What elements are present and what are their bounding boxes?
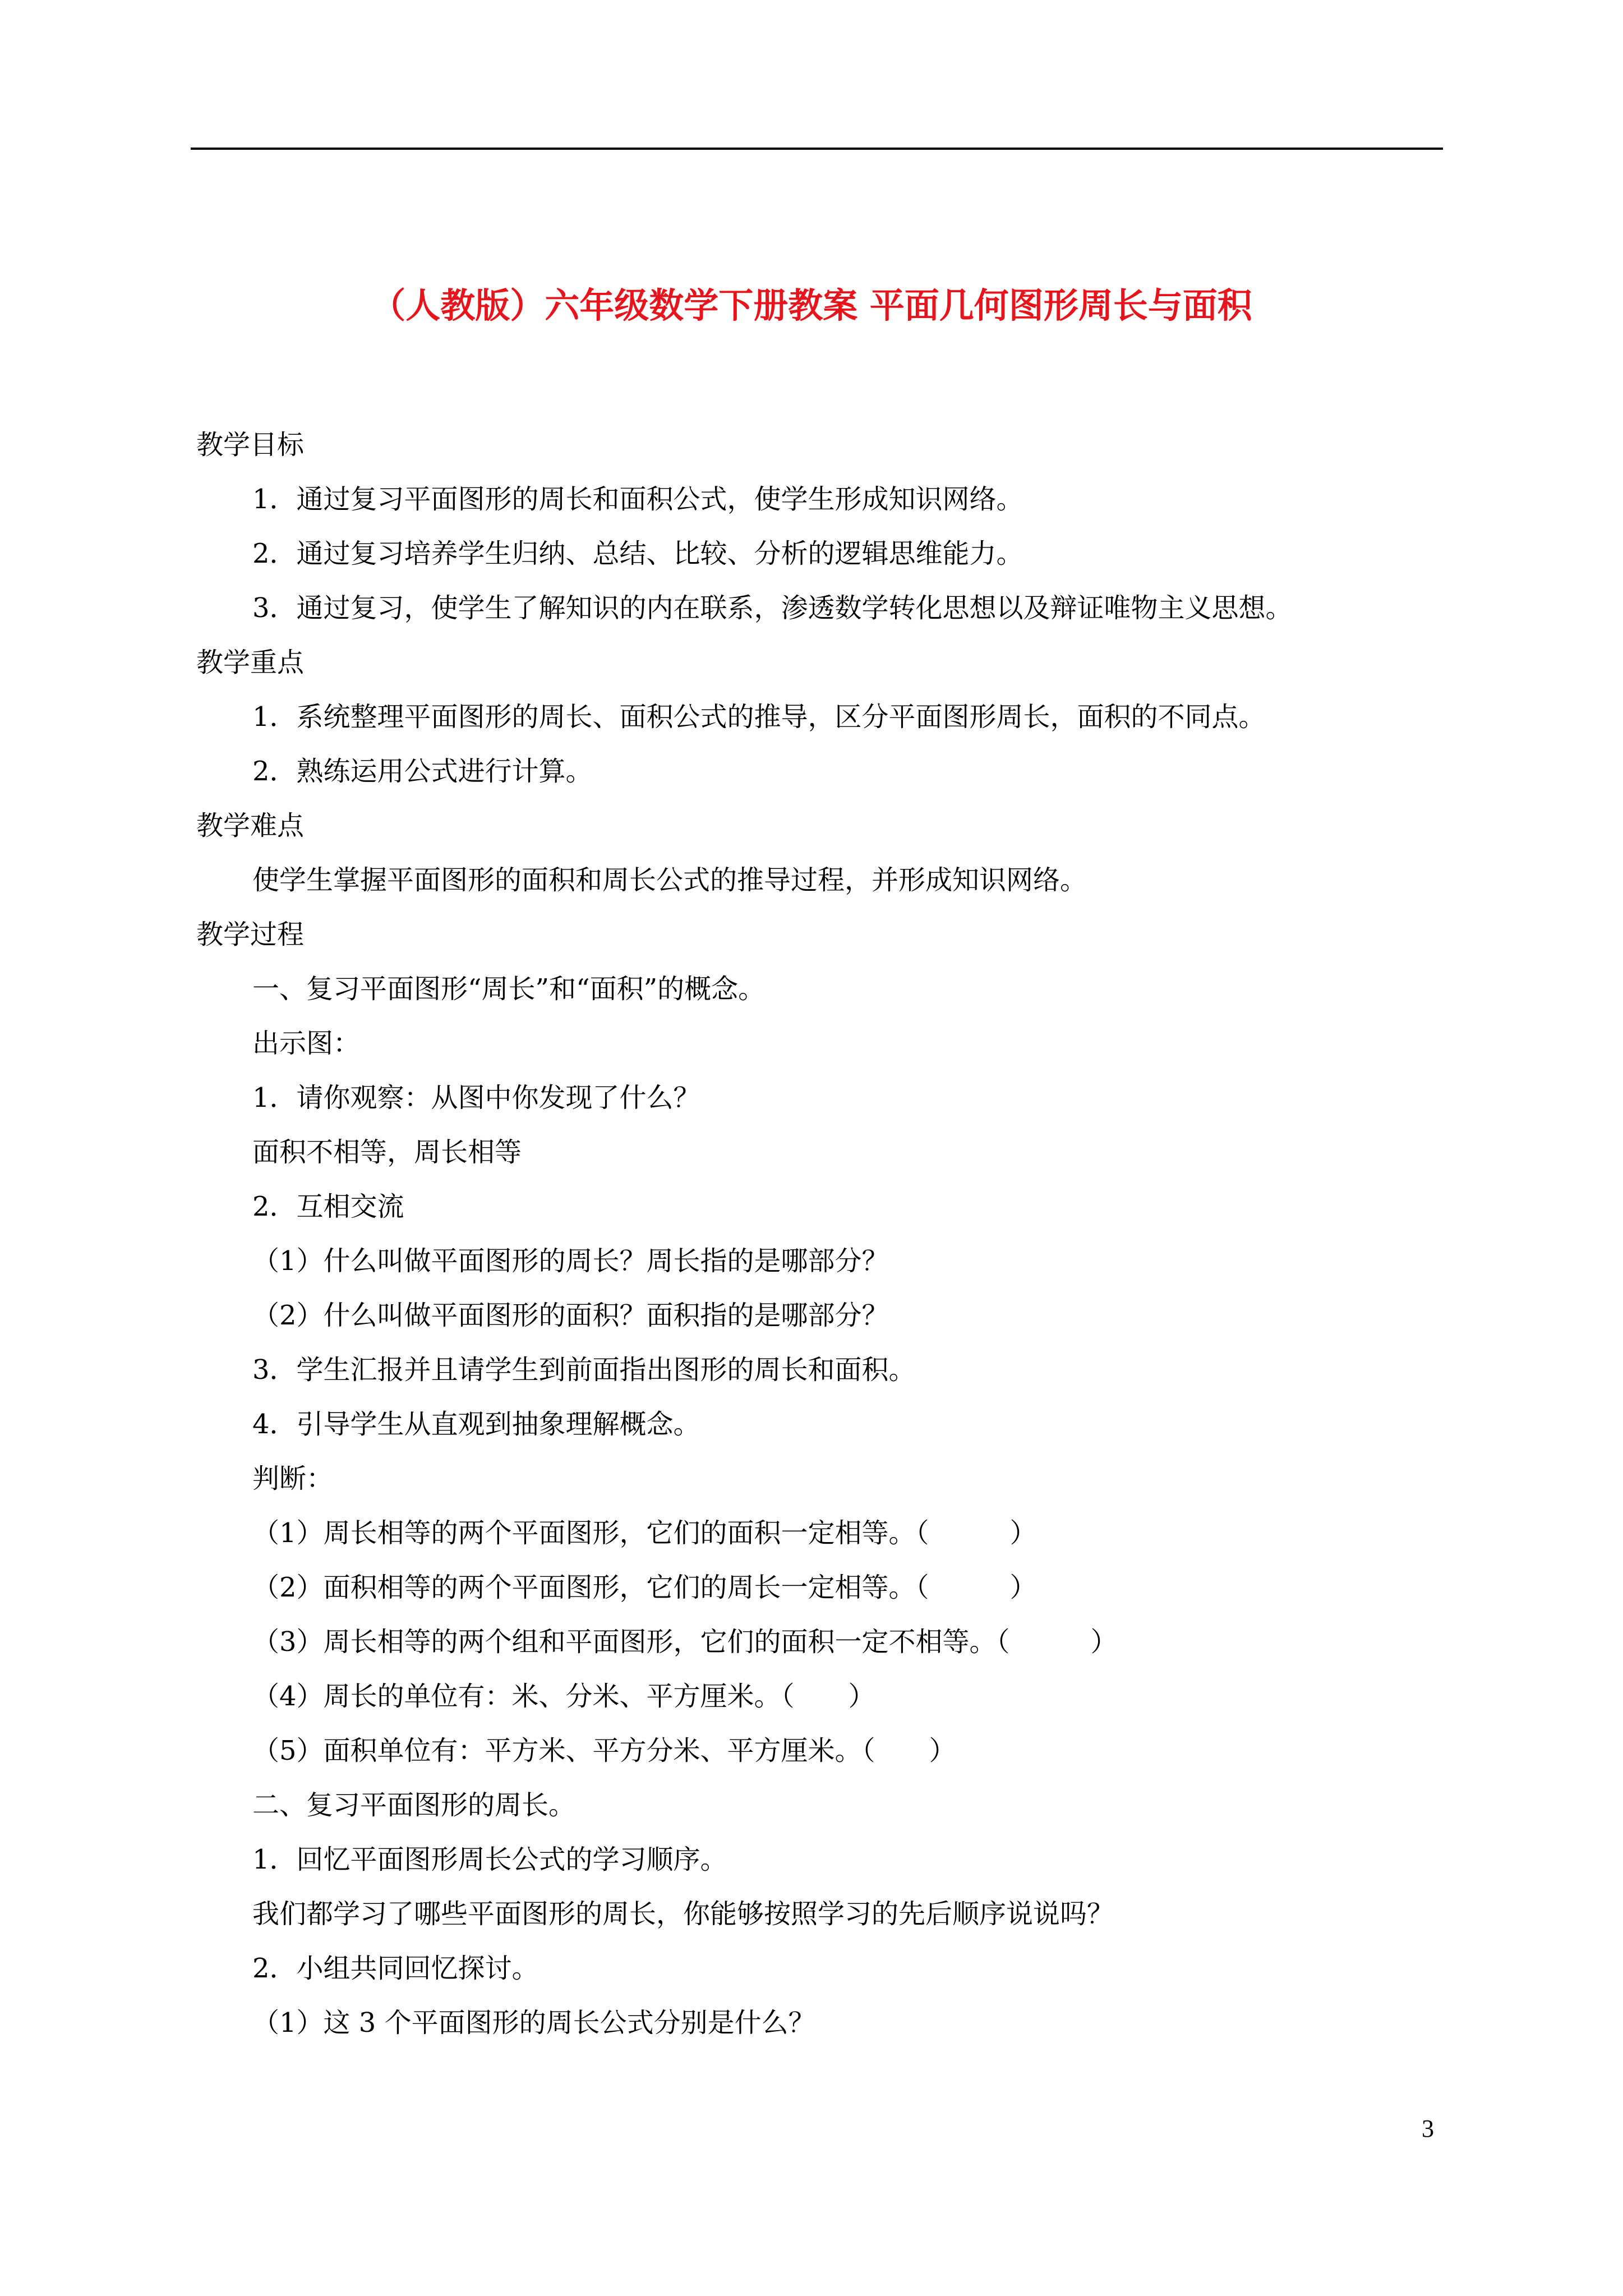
body-line: （4）周长的单位有：米、分米、平方厘米。（ ） [252, 1681, 875, 1712]
section-heading: 教学目标 [196, 429, 305, 461]
body-line: 2．互相交流 [252, 1191, 404, 1222]
body-line: 3．通过复习，使学生了解知识的内在联系，渗透数学转化思想以及辩证唯物主义思想。 [252, 592, 1293, 624]
section-heading: 教学重点 [196, 647, 305, 678]
body-line: 我们都学习了哪些平面图形的周长，你能够按照学习的先后顺序说说吗？ [252, 1898, 1114, 1930]
body-line: （1）什么叫做平面图形的周长？周长指的是哪部分？ [252, 1245, 889, 1277]
body-line: 2．小组共同回忆探讨。 [252, 1953, 539, 1984]
body-line: （2）什么叫做平面图形的面积？面积指的是哪部分？ [252, 1300, 889, 1331]
body-line: 3．学生汇报并且请学生到前面指出图形的周长和面积。 [252, 1354, 916, 1386]
body-line: 2．熟练运用公式进行计算。 [252, 756, 593, 787]
section-heading: 教学难点 [196, 810, 305, 841]
document-body [196, 418, 1447, 2050]
body-line: 1．系统整理平面图形的周长、面积公式的推导，区分平面图形周长，面积的不同点。 [252, 701, 1266, 733]
body-line: 面积不相等，周长相等 [252, 1137, 522, 1168]
body-line: 1．请你观察：从图中你发现了什么？ [252, 1082, 700, 1114]
body-line: 判断： [252, 1463, 334, 1494]
body-line: （3）周长相等的两个组和平面图形，它们的面积一定不相等。（ ） [252, 1626, 1118, 1658]
body-line: 使学生掌握平面图形的面积和周长公式的推导过程，并形成知识网络。 [252, 864, 1087, 896]
body-line: （5）面积单位有：平方米、平方分米、平方厘米。（ ） [252, 1735, 956, 1766]
body-line: 4．引导学生从直观到抽象理解概念。 [252, 1409, 700, 1440]
section-heading: 教学过程 [196, 919, 305, 950]
body-line: （2）面积相等的两个平面图形，它们的周长一定相等。（ ） [252, 1572, 1037, 1603]
body-line: 一、复习平面图形“周长”和“面积”的概念。 [252, 973, 766, 1005]
body-line: 出示图： [252, 1028, 361, 1059]
body-line: 1．回忆平面图形周长公式的学习顺序。 [252, 1844, 727, 1875]
body-line: （1）周长相等的两个平面图形，它们的面积一定相等。（ ） [252, 1517, 1037, 1549]
document-title: （人教版）六年级数学下册教案 平面几何图形周长与面积 [371, 285, 1252, 326]
body-line: 二、复习平面图形的周长。 [252, 1789, 576, 1821]
body-line: 2．通过复习培养学生归纳、总结、比较、分析的逻辑思维能力。 [252, 538, 1023, 569]
body-line: 1．通过复习平面图形的周长和面积公式，使学生形成知识网络。 [252, 484, 1023, 515]
page-number: 3 [1422, 2115, 1434, 2142]
body-line: （1）这 3 个平面图形的周长公式分别是什么？ [252, 2007, 815, 2039]
header-rule [191, 148, 1443, 150]
